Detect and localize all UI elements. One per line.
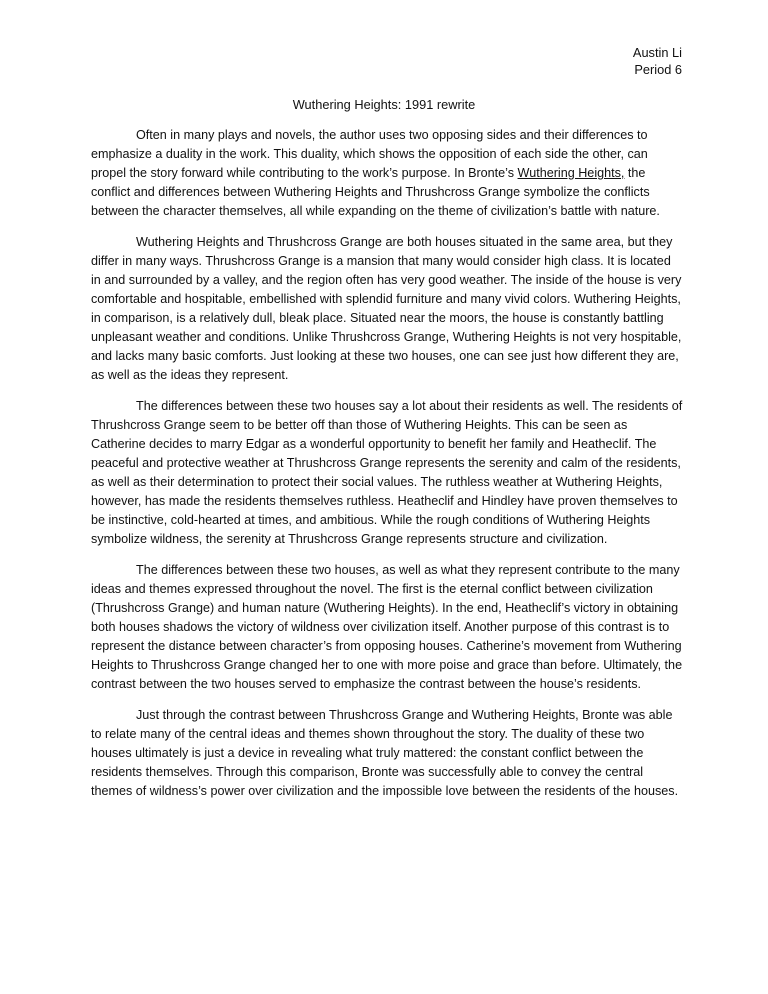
paragraph-5: Just through the contrast between Thrushcross Grange and Wuthering Heights, Bronte was able to relate many of the central ideas and themes shown throughout the story. The duality of these two houses ultimately is just a device in revealing what truly mattered: the constant conflict between the residents themselves. Through this comparison, Bronte was successfully able to convey the central themes of wildness’s power over civilization and the impossible love between the residents of the houses.	[91, 708, 679, 798]
author-name: Austin Li	[632, 45, 682, 60]
document-title: Wuthering Heights: 1991 rewrite	[292, 97, 476, 112]
paragraph-1-text-start: Often in many plays and novels, the author uses two opposing sides and their differences to emphasize a duality in the work. This duality, which shows the opposition of each side the other, can propel the story forward while contributing to the work’s purpose. In Bronte’s	[91, 128, 648, 180]
class-period: Period 6	[634, 62, 682, 77]
paragraph-2: Wuthering Heights and Thrushcross Grange are both houses situated in the same area, but they differ in many ways. Thrushcross Grange is a mansion that many would consider high class. It is located in and surrounded by a valley, and the region often has very good weather. The inside of the house is very comfortable and hospitable, embellished with splendid furniture and many vivid colors. Wuthering Heights, in comparison, is a relatively dull, bleak place. Situated near the moors, the house is constantly battling unpleasant weather and conditions. Unlike Thrushcross Grange, Wuthering Heights is not very hospitable, and lacks many basic comforts. Just looking at these two houses, one can see just how different they are, as well as the ideas they represent.	[91, 235, 682, 382]
paragraph-1-text-end: the conflict and differences between Wuthering Heights and Thrushcross Grange symbolize the conflicts between the character themselves, all while expanding on the theme of civilization’s battle with nature.	[91, 166, 660, 218]
paragraph-3: The differences between these two houses say a lot about their residents as well. The residents of Thrushcross Grange seem to be better off than those of Wuthering Heights. This can be seen as Catherine decides to marry Edgar as a wonderful opportunity to benefit her family and Heatheclif. The peaceful and protective weather at Thrushcross Grange represents the serenity and calm of the residents, as well as their determination to protect their social values. The ruthless weather at Wuthering Heights, however, has made the residents themselves ruthless. Heatheclif and Hindley have proven themselves to be instinctive, cold-hearted at times, and ambitious. While the rough conditions of Wuthering Heights symbolize wildness, the serenity at Thrushcross Grange represents structure and civilization.	[91, 399, 683, 546]
book-title-underlined: Wuthering Heights,	[517, 166, 625, 180]
header-block	[633, 44, 682, 78]
essay-body	[91, 126, 683, 813]
paragraph-1	[91, 126, 683, 221]
paragraph-4: The differences between these two houses, as well as what they represent contribute to the many ideas and themes expressed throughout the novel. The first is the eternal conflict between civilization (Thrushcross Grange) and human nature (Wuthering Heights). In the end, Heatheclif’s victory in obtaining both houses shadows the victory of wildness over civilization itself. Another purpose of this contrast is to represent the distance between character’s from opposing houses. Catherine’s movement from Wuthering Heights to Thrushcross Grange changed her to one with more poise and grace than before. Ultimately, the contrast between the two houses served to emphasize the contrast between the house’s residents.	[91, 563, 683, 691]
